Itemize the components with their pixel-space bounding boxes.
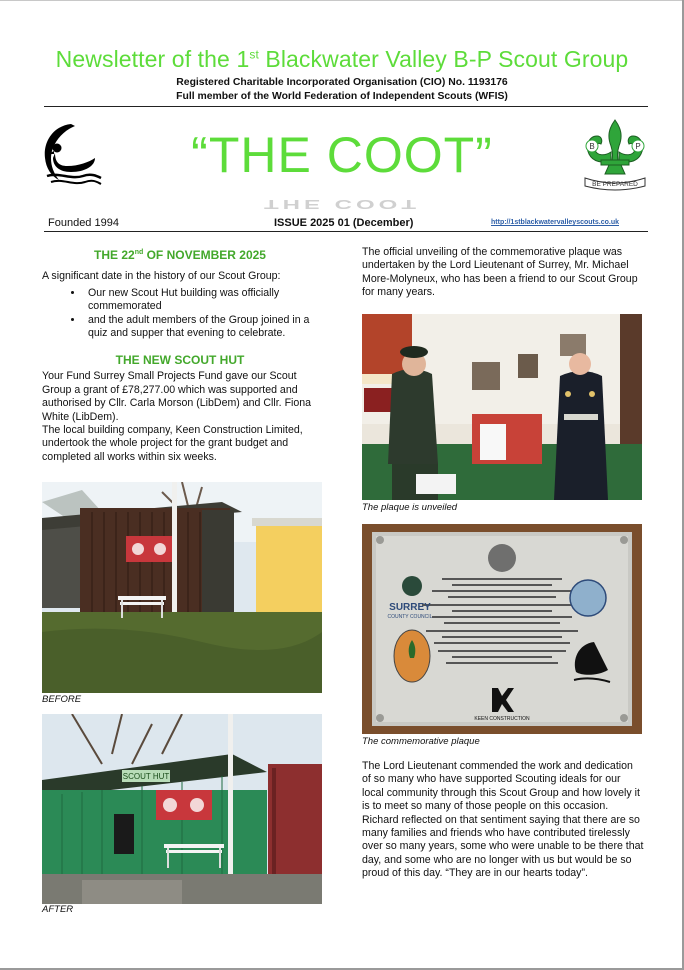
list-item: • and the adult members of the Group joined in a quiz and supper that evening to celebrate. (84, 314, 318, 341)
header-divider (44, 106, 648, 107)
grant-paragraph: Your Fund Surrey Small Projects Fund gave our Scout Group a grant of £78,277.00 which was supported and authorised by Cllr. Carla Morson (LibDem) and Cllr. Fiona White (LibDem). (42, 370, 312, 423)
plaque-caption: The commemorative plaque (362, 736, 480, 747)
newsletter-title: Newsletter of the 1st Blackwater Valley B-P Scout Group (55, 46, 629, 72)
new-scout-hut-section (42, 354, 318, 464)
plaque-photo (362, 524, 642, 734)
section-heading-new-hut: THE NEW SCOUT HUT (115, 353, 245, 367)
construction-paragraph: The local building company, Keen Construction Limited, undertook the whole project for the grant budget and completed all works within six weeks. (42, 424, 303, 463)
unveiled-caption: The plaque is unveiled (362, 502, 458, 513)
after-caption: AFTER (42, 904, 74, 915)
founded-year: Founded 1994 (48, 217, 119, 229)
plaque-keen: KEEN CONSTRUCTION (474, 716, 530, 722)
plaque-county: COUNTY COUNCIL (387, 614, 433, 620)
november-section (42, 246, 318, 340)
plaque-surrey: SURREY (389, 602, 431, 613)
website-link[interactable]: http://1stblackwatervalleyscouts.co.uk (491, 219, 619, 226)
intro-text: A significant date in the history of our Scout Group: (42, 270, 281, 283)
badge-motto: BE PREPARED (592, 181, 638, 188)
before-caption: BEFORE (42, 694, 82, 705)
before-photo (42, 482, 322, 693)
badge-letter-b: B (589, 142, 595, 151)
closing-paragraph: The Lord Lieutenant commended the work and dedication of so many who have supported Scouting ideals for our local community through this Scout Group and how lovely it is to meet so many of those people on this occasion. Richard reflected on that sentiment saying that there are so many families and friends who have contributed tirelessly over so many years, some who were unable to be there that day, and some who are no longer with us but would be so proud of this day. “They are in our hearts today”. (362, 760, 644, 880)
issue-number: ISSUE 2025 01 (December) (274, 217, 414, 229)
after-photo (42, 714, 322, 904)
newsletter-masthead: “THE COOT” (191, 127, 493, 183)
registration-line: Registered Charitable Incorporated Organisation (CIO) No. 1193176 (176, 77, 508, 88)
list-item: • Our new Scout Hut building was officially commemorated (84, 287, 318, 314)
issue-divider (44, 231, 648, 232)
section-heading-november: THE 22nd OF NOVEMBER 2025 (94, 248, 266, 262)
unveiling-paragraph: The official unveiling of the commemorative plaque was undertaken by the Lord Lieutenant of Surrey, Mr. Michael More-Molyneux, who has been a friend to our Scout Group for many years. (362, 246, 638, 299)
page-border-top (0, 0, 684, 1)
scout-fleur-de-lis-icon (579, 116, 651, 192)
hut-sign: SCOUT HUT (122, 772, 170, 781)
celebration-list (42, 287, 318, 341)
unveiling-photo (362, 314, 642, 500)
masthead-reflection: THE COOT (264, 196, 420, 212)
badge-letter-p: P (635, 142, 641, 151)
membership-line: Full member of the World Federation of Independent Scouts (WFIS) (176, 91, 508, 102)
